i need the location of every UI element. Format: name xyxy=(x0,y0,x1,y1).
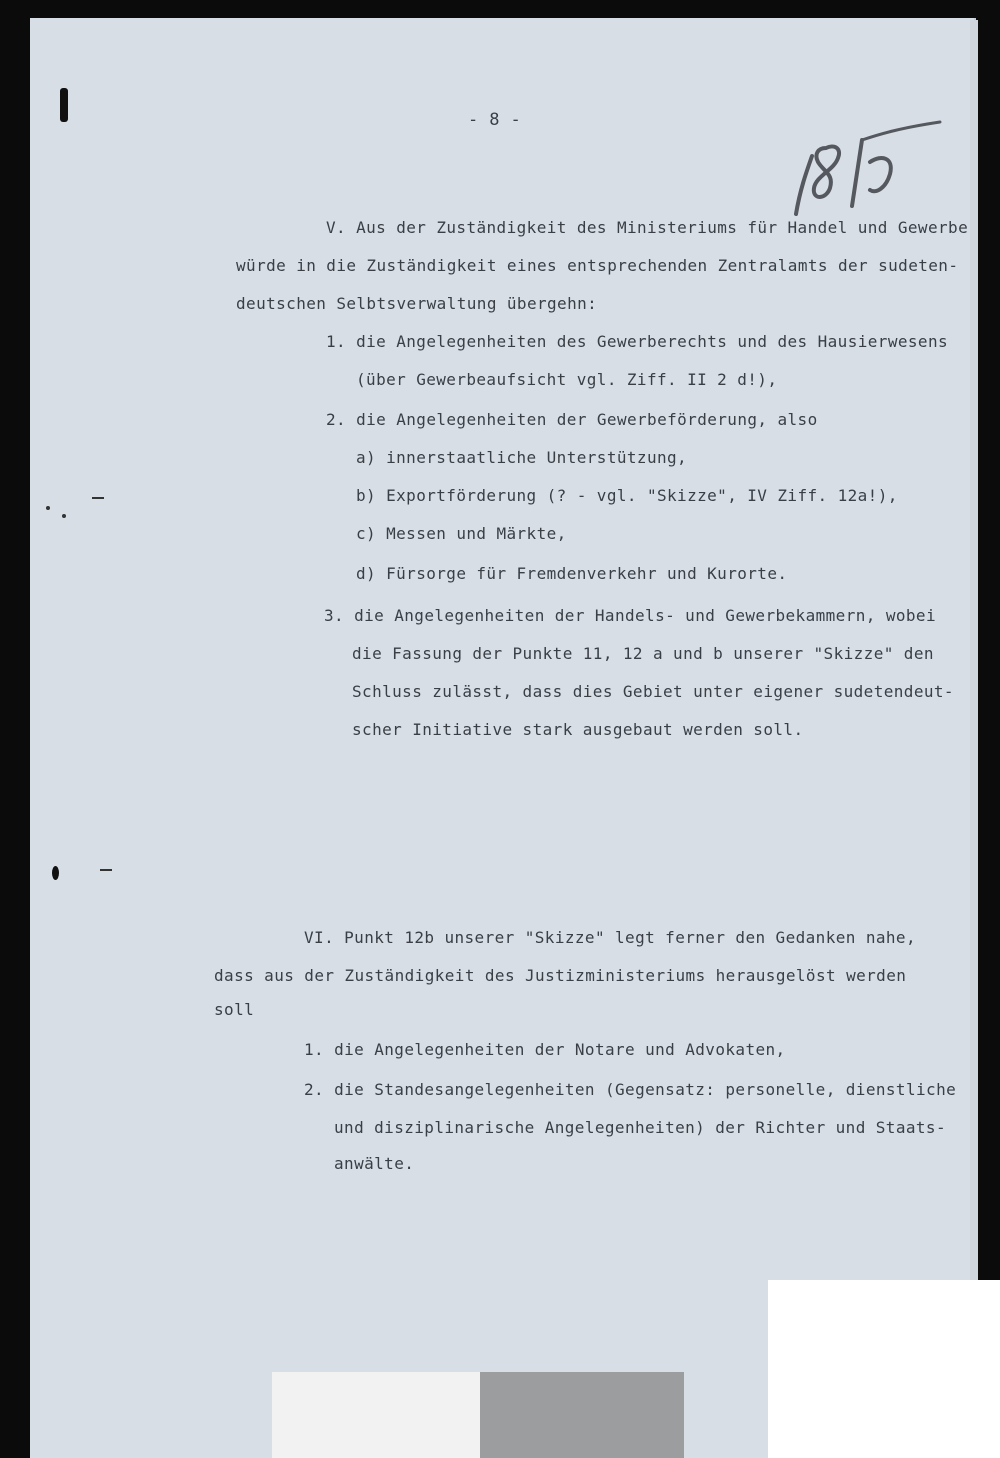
text-line: anwälte. xyxy=(334,1154,415,1173)
text-line: scher Initiative stark ausgebaut werden soll. xyxy=(352,720,804,739)
color-calibration-patch xyxy=(480,1372,684,1458)
text-line: 2. die Angelegenheiten der Gewerbeförderung, also xyxy=(326,410,818,429)
text-line: (über Gewerbeaufsicht vgl. Ziff. II 2 d!), xyxy=(356,370,778,389)
margin-mark xyxy=(62,514,66,518)
margin-mark xyxy=(100,869,112,871)
text-line: 3. die Angelegenheiten der Handels- und Gewerbekammern, wobei xyxy=(324,606,937,625)
punch-hole-mark xyxy=(52,866,59,880)
text-line: dass aus der Zuständigkeit des Justizministeriums herausgelöst werden xyxy=(214,966,907,985)
text-line: 2. die Standesangelegenheiten (Gegensatz: personelle, dienstliche xyxy=(304,1080,957,1099)
text-line: die Fassung der Punkte 11, 12 a und b unserer "Skizze" den xyxy=(352,644,934,663)
text-line: würde in die Zuständigkeit eines entsprechenden Zentralamts der sudeten- xyxy=(236,256,959,275)
page-edge xyxy=(970,20,978,1440)
text-line: und disziplinarische Angelegenheiten) der Richter und Staats- xyxy=(334,1118,947,1137)
text-line: d) Fürsorge für Fremdenverkehr und Kurorte. xyxy=(356,564,788,583)
page-number: - 8 - xyxy=(468,110,522,130)
text-line: 1. die Angelegenheiten der Notare und Advokaten, xyxy=(304,1040,786,1059)
text-line: 1. die Angelegenheiten des Gewerberechts und des Hausierwesens xyxy=(326,332,949,351)
margin-mark xyxy=(46,506,50,510)
handwritten-folio-number xyxy=(790,118,950,228)
color-calibration-patch xyxy=(272,1372,480,1458)
text-line: VI. Punkt 12b unserer "Skizze" legt ferner den Gedanken nahe, xyxy=(304,928,917,947)
punch-hole-mark xyxy=(60,88,68,122)
text-line: V. Aus der Zuständigkeit des Ministeriums für Handel und Gewerbe xyxy=(326,218,969,237)
text-line: soll xyxy=(214,1000,255,1019)
blank-area xyxy=(768,1280,1000,1458)
text-line: Schluss zulässt, dass dies Gebiet unter eigener sudetendeut- xyxy=(352,682,954,701)
text-line: deutschen Selbtsverwaltung übergehn: xyxy=(236,294,598,313)
text-line: a) innerstaatliche Unterstützung, xyxy=(356,448,688,467)
text-line: c) Messen und Märkte, xyxy=(356,524,567,543)
text-line: b) Exportförderung (? - vgl. "Skizze", IV Ziff. 12a!), xyxy=(356,486,898,505)
margin-mark xyxy=(92,497,104,499)
